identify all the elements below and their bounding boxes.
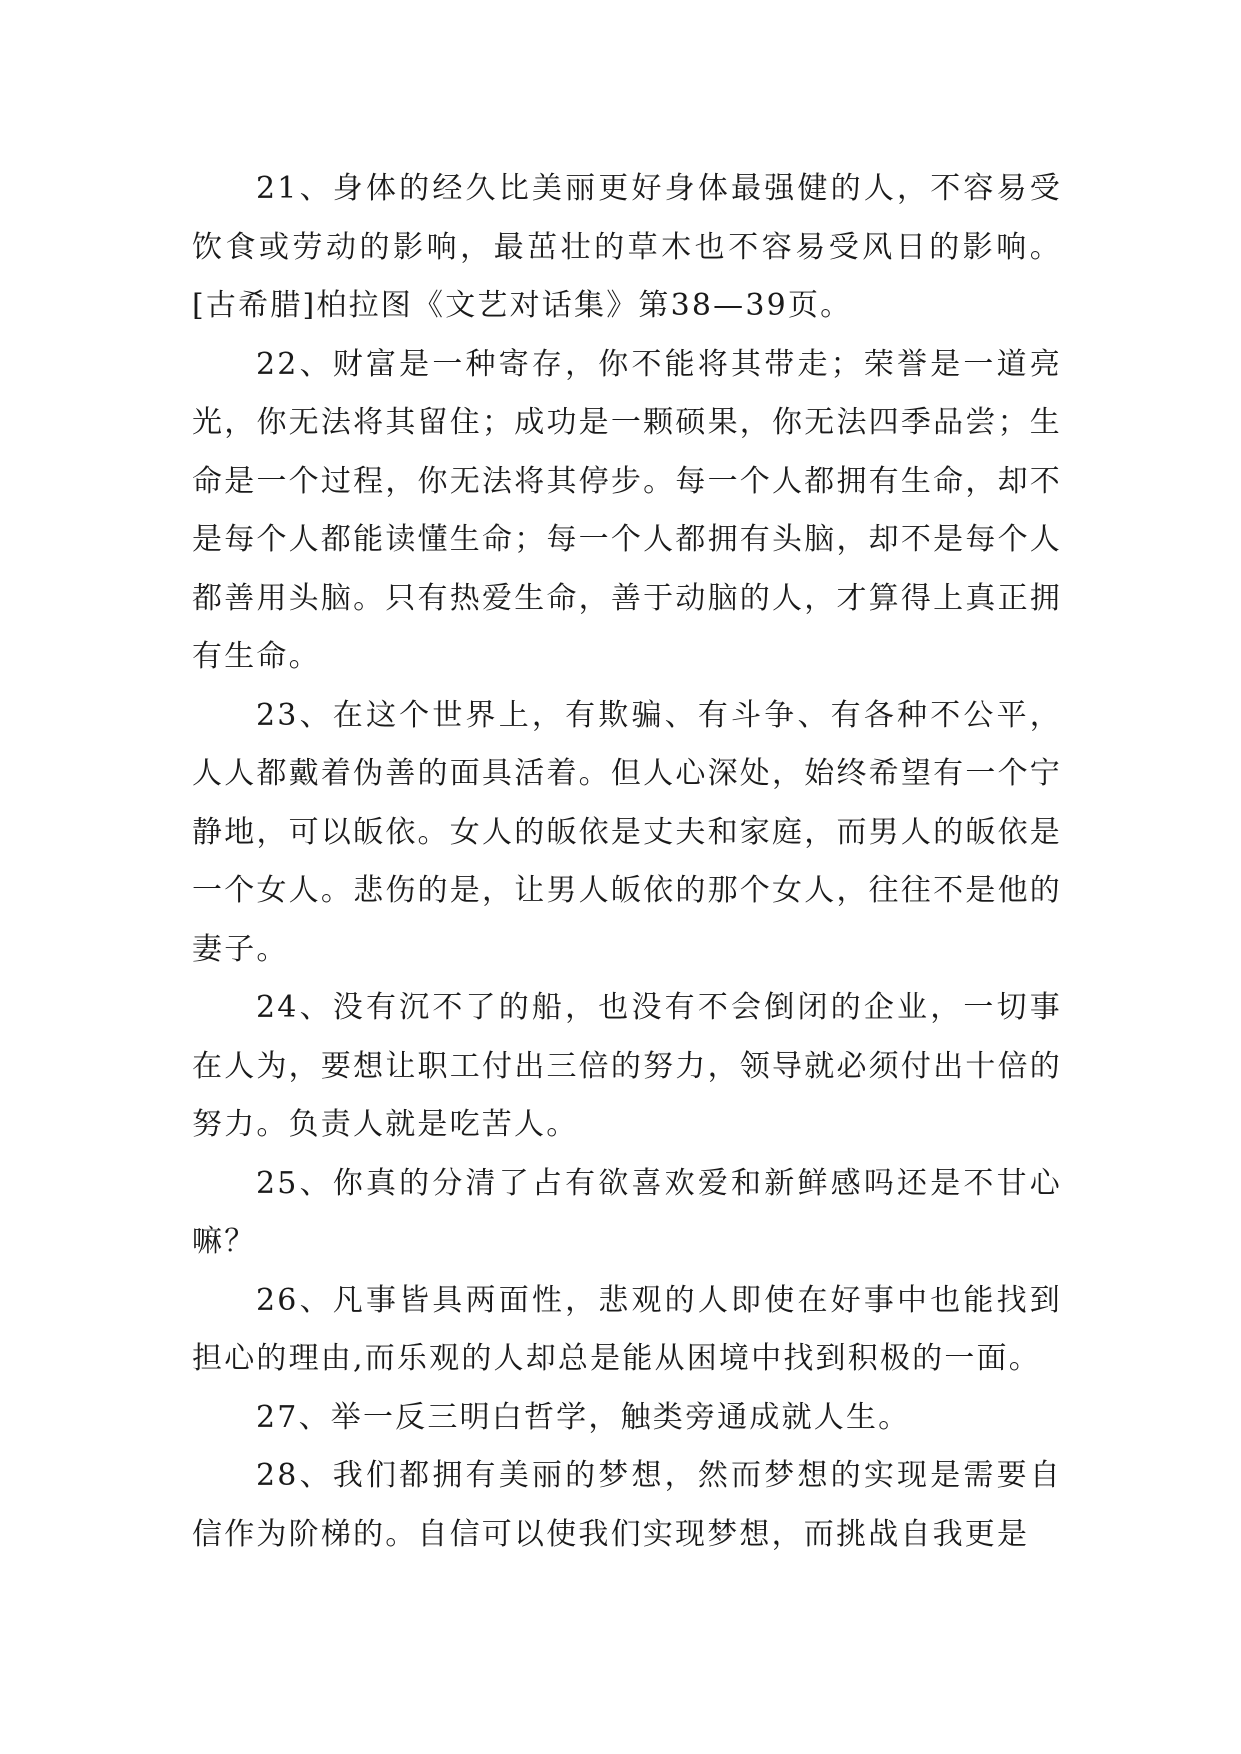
paragraph-24: 24、没有沉不了的船，也没有不会倒闭的企业，一切事在人为，要想让职工付出三倍的努力，领导就必须付出十倍的努力。负责人就是吃苦人。 (192, 990, 1062, 1142)
paragraph-27: 27、举一反三明白哲学，触类旁通成就人生。 (256, 1399, 911, 1435)
body-text (192, 160, 1062, 1564)
paragraph-21: 21、身体的经久比美丽更好身体最强健的人，不容易受饮食或劳动的影响，最茁壮的草木也不容易受风日的影响。[古希腊]柏拉图《文艺对话集》第38—39页。 (192, 171, 1062, 323)
paragraph-26: 26、凡事皆具两面性，悲观的人即使在好事中也能找到担心的理由,而乐观的人却总是能从困境中找到积极的一面。 (192, 1282, 1062, 1376)
paragraph-23: 23、在这个世界上，有欺骗、有斗争、有各种不公平，人人都戴着伪善的面具活着。但人心深处，始终希望有一个宁静地，可以皈依。女人的皈依是丈夫和家庭，而男人的皈依是一个女人。悲伤的是，让男人皈依的那个女人，往往不是他的妻子。 (192, 697, 1062, 967)
paragraph-25: 25、你真的分清了占有欲喜欢爱和新鲜感吗还是不甘心嘛？ (192, 1165, 1062, 1259)
paragraph-28: 28、我们都拥有美丽的梦想，然而梦想的实现是需要自信作为阶梯的。自信可以使我们实现梦想，而挑战自我更是 (192, 1458, 1062, 1552)
paragraph-22: 22、财富是一种寄存，你不能将其带走；荣誉是一道亮光，你无法将其留住；成功是一颗硕果，你无法四季品尝；生命是一个过程，你无法将其停步。每一个人都拥有生命，却不是每个人都能读懂生命；每一个人都拥有头脑，却不是每个人都善用头脑。只有热爱生命，善于动脑的人，才算得上真正拥有生命。 (192, 346, 1062, 674)
